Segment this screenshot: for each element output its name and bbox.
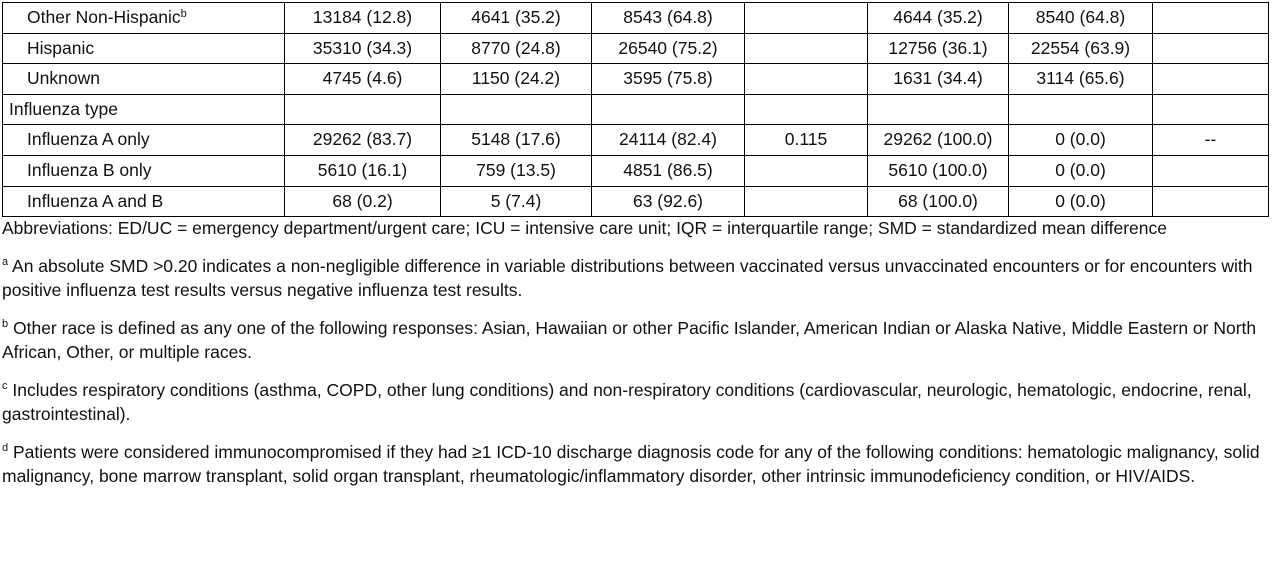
cell-col6: 0 (0.0) xyxy=(1009,186,1153,217)
cell-col3 xyxy=(592,94,745,125)
footnote-marker: b xyxy=(2,318,9,330)
cell-col2: 8770 (24.8) xyxy=(441,33,592,64)
cell-smd-1: 0.115 xyxy=(745,125,868,156)
cell-col2: 1150 (24.2) xyxy=(441,64,592,95)
cell-smd-1 xyxy=(745,64,868,95)
cell-col2: 4641 (35.2) xyxy=(441,3,592,34)
table-row xyxy=(3,125,1269,156)
cell-total: 35310 (34.3) xyxy=(285,33,441,64)
cell-smd-2 xyxy=(1153,94,1269,125)
cell-smd-1 xyxy=(745,94,868,125)
cell-col6: 8540 (64.8) xyxy=(1009,3,1153,34)
cell-smd-2: -- xyxy=(1153,125,1269,156)
footnote-marker: c xyxy=(2,380,8,392)
table-row xyxy=(3,3,1269,34)
cell-total xyxy=(285,94,441,125)
cell-smd-1 xyxy=(745,155,868,186)
cell-col3: 4851 (86.5) xyxy=(592,155,745,186)
cell-col5: 12756 (36.1) xyxy=(868,33,1009,64)
cell-col2: 5148 (17.6) xyxy=(441,125,592,156)
footnote-b: $^b$ Other race is defined as any one of the following responses: Asian, Hawaiian or other Pacific Islander, American Indian or Alaska Native, Middle Eastern or North African, Other, or multiple races. xyxy=(2,318,1257,362)
footnote-marker: d xyxy=(2,442,9,454)
cell-col5: 1631 (34.4) xyxy=(868,64,1009,95)
cell-col5 xyxy=(868,94,1009,125)
cell-total: 13184 (12.8) xyxy=(285,3,441,34)
footnote-marker: a xyxy=(2,256,9,268)
cell-col2: 5 (7.4) xyxy=(441,186,592,217)
cell-smd-2 xyxy=(1153,155,1269,186)
cell-col2: 759 (13.5) xyxy=(441,155,592,186)
abbreviations-note: Abbreviations: ED/UC = emergency department/urgent care; ICU = intensive care unit; IQR = interquartile range; SMD = standardized mean difference xyxy=(2,218,1167,238)
table-group-row xyxy=(3,94,1269,125)
cell-col6: 0 (0.0) xyxy=(1009,125,1153,156)
footnote-d: $^d$ Patients were considered immunocompromised if they had ≥1 ICD-10 discharge diagnosis code for any of the following conditions: hematologic malignancy, solid malignancy, bone marrow transplant, solid organ transplant, rheumatologic/inflammatory disorder, other intrinsic immunodeficiency condition, or HIV/AIDS. xyxy=(2,442,1260,486)
cell-col6: 0 (0.0) xyxy=(1009,155,1153,186)
row-label: Hispanic xyxy=(3,33,285,64)
footnote-a: $^a$ An absolute SMD >0.20 indicates a non-negligible difference in variable distributions between vaccinated versus unvaccinated encounters or for encounters with positive influenza test results versus negative influenza test results. xyxy=(2,256,1253,300)
cell-col3: 24114 (82.4) xyxy=(592,125,745,156)
cell-col6: 3114 (65.6) xyxy=(1009,64,1153,95)
group-label: Influenza type xyxy=(3,94,285,125)
table-row xyxy=(3,64,1269,95)
cell-col3: 3595 (75.8) xyxy=(592,64,745,95)
cell-total: 4745 (4.6) xyxy=(285,64,441,95)
cell-col6: 22554 (63.9) xyxy=(1009,33,1153,64)
cell-col6 xyxy=(1009,94,1153,125)
cell-col5: 68 (100.0) xyxy=(868,186,1009,217)
row-label: Unknown xyxy=(3,64,285,95)
cell-col3: 63 (92.6) xyxy=(592,186,745,217)
cell-smd-1 xyxy=(745,33,868,64)
cell-col5: 4644 (35.2) xyxy=(868,3,1009,34)
cell-total: 68 (0.2) xyxy=(285,186,441,217)
table-row xyxy=(3,155,1269,186)
table-row xyxy=(3,186,1269,217)
cell-smd-2 xyxy=(1153,33,1269,64)
cell-col3: 26540 (75.2) xyxy=(592,33,745,64)
cell-smd-1 xyxy=(745,186,868,217)
footnote-c: $^c$ Includes respiratory conditions (asthma, COPD, other lung conditions) and non-respiratory conditions (cardiovascular, neurologic, hematologic, endocrine, renal, gastrointestinal). xyxy=(2,380,1252,424)
row-label: Influenza A only xyxy=(3,125,285,156)
cell-smd-1 xyxy=(745,3,868,34)
results-table xyxy=(2,2,1269,217)
footnote-marker: b xyxy=(180,8,187,21)
cell-smd-2 xyxy=(1153,186,1269,217)
cell-total: 29262 (83.7) xyxy=(285,125,441,156)
cell-total: 5610 (16.1) xyxy=(285,155,441,186)
cell-col5: 5610 (100.0) xyxy=(868,155,1009,186)
cell-smd-2 xyxy=(1153,3,1269,34)
table-row xyxy=(3,33,1269,64)
row-label: Influenza A and B xyxy=(3,186,285,217)
row-label: Influenza B only xyxy=(3,155,285,186)
row-label: Other Non-Hispanic$^b$ xyxy=(3,3,285,34)
table-footnotes xyxy=(2,216,1276,502)
cell-col5: 29262 (100.0) xyxy=(868,125,1009,156)
cell-col2 xyxy=(441,94,592,125)
cell-col3: 8543 (64.8) xyxy=(592,3,745,34)
cell-smd-2 xyxy=(1153,64,1269,95)
